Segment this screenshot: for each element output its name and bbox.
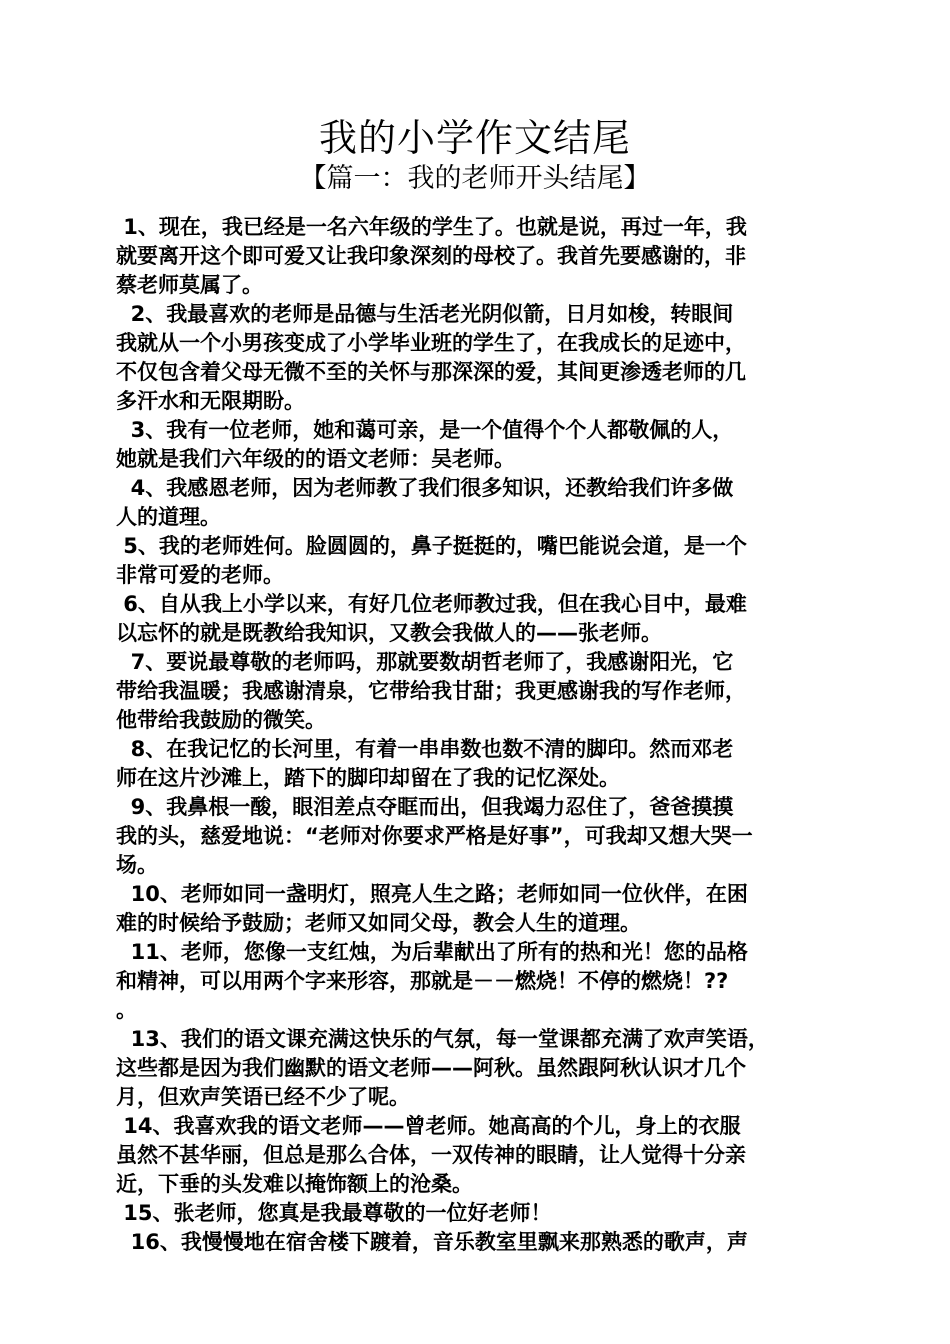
paragraph-line: 13、我们的语文课充满这快乐的气氛，每一堂课都充满了欢声笑语，: [116, 1027, 769, 1051]
paragraph-line: 8、在我记忆的长河里，有着一串串数也数不清的脚印。然而邓老: [116, 737, 734, 761]
paragraph-line: 月，但欢声笑语已经不少了呢。: [116, 1085, 410, 1109]
paragraph: [116, 1025, 838, 1112]
paragraph-line: 4、我感恩老师，因为老师教了我们很多知识，还教给我们许多做: [116, 476, 734, 500]
paragraph-line: 我的头，慈爱地说：“老师对你要求严格是好事”，可我却又想大哭一: [116, 824, 753, 848]
paragraph-line: 他带给我鼓励的微笑。: [116, 708, 326, 732]
paragraph-line: 2、我最喜欢的老师是品德与生活老光阴似箭，日月如梭，转眼间: [116, 302, 734, 326]
paragraph-line: 就要离开这个即可爱又让我印象深刻的母校了。我首先要感谢的，非: [116, 244, 746, 268]
paragraph-line: 和精神，可以用两个字来形容，那就是－－燃烧！不停的燃烧！??: [116, 969, 729, 993]
paragraph-line: 6、自从我上小学以来，有好几位老师教过我，但在我心目中，最难: [116, 592, 747, 616]
paragraph: [116, 938, 838, 1025]
paragraph: [116, 648, 838, 735]
paragraph-line: 9、我鼻根一酸，眼泪差点夺眶而出，但我竭力忍住了，爸爸摸摸: [116, 795, 734, 819]
paragraph-line: 14、我喜欢我的语文老师——曾老师。她高高的个儿，身上的衣服: [116, 1114, 741, 1138]
paragraph-line: 1、现在，我已经是一名六年级的学生了。也就是说，再过一年，我: [116, 215, 747, 239]
paragraph-line: 师在这片沙滩上，踏下的脚印却留在了我的记忆深处。: [116, 766, 620, 790]
paragraph: [116, 532, 838, 590]
paragraph-line: 15、张老师，您真是我最尊敬的一位好老师！: [116, 1201, 552, 1225]
paragraph-line: 这些都是因为我们幽默的语文老师——阿秋。虽然跟阿秋认识才几个: [116, 1056, 746, 1080]
paragraph-line: 人的道理。: [116, 505, 221, 529]
paragraph: [116, 300, 838, 416]
paragraph-line: 多汗水和无限期盼。: [116, 389, 305, 413]
paragraph: [116, 735, 838, 793]
paragraph-line: 5、我的老师姓何。脸圆圆的，鼻子挺挺的，嘴巴能说会道，是一个: [116, 534, 747, 558]
paragraph-line: 10、老师如同一盏明灯，照亮人生之路；老师如同一位伙伴，在困: [116, 882, 748, 906]
paragraph-line: 场。: [116, 853, 158, 877]
paragraph-line: 虽然不甚华丽，但总是那么合体，一双传神的眼睛，让人觉得十分亲: [116, 1143, 746, 1167]
paragraph-line: 近，下垂的头发难以掩饰额上的沧桑。: [116, 1172, 473, 1196]
paragraph-line: 我就从一个小男孩变成了小学毕业班的学生了，在我成长的足迹中，: [116, 331, 746, 355]
paragraph-line: 蔡老师莫属了。: [116, 273, 263, 297]
paragraph-line: 3、我有一位老师，她和蔼可亲，是一个值得个个人都敬佩的人，: [116, 418, 734, 442]
paragraph: [116, 590, 838, 648]
paragraph: [116, 1199, 838, 1228]
paragraph-line: 非常可爱的老师。: [116, 563, 284, 587]
paragraph-line: 以忘怀的就是既教给我知识，又教会我做人的——张老师。: [116, 621, 662, 645]
paragraph-line: 16、我慢慢地在宿舍楼下踱着，音乐教室里飘来那熟悉的歌声，声: [116, 1230, 748, 1254]
paragraph: [116, 1112, 838, 1199]
paragraph-line: 11、老师，您像一支红烛，为后辈献出了所有的热和光！您的品格: [116, 940, 748, 964]
paragraph: [116, 416, 838, 474]
paragraph-line: 她就是我们六年级的的语文老师：吴老师。: [116, 447, 515, 471]
paragraph: [116, 1228, 838, 1257]
paragraph-line: 难的时候给予鼓励；老师又如同父母，教会人生的道理。: [116, 911, 641, 935]
document-subtitle: 【篇一：我的老师开头结尾】: [299, 163, 651, 194]
document-body: [116, 213, 838, 1257]
document-title: 我的小学作文结尾: [318, 116, 631, 160]
paragraph-line: 7、要说最尊敬的老师吗，那就要数胡哲老师了，我感谢阳光，它: [116, 650, 734, 674]
paragraph: [116, 213, 838, 300]
paragraph-line: 。: [116, 998, 137, 1022]
paragraph: [116, 793, 838, 880]
paragraph: [116, 474, 838, 532]
paragraph-line: 不仅包含着父母无微不至的关怀与那深深的爱，其间更渗透老师的几: [116, 360, 746, 384]
paragraph: [116, 880, 838, 938]
paragraph-line: 带给我温暖；我感谢清泉，它带给我甘甜；我更感谢我的写作老师，: [116, 679, 746, 703]
